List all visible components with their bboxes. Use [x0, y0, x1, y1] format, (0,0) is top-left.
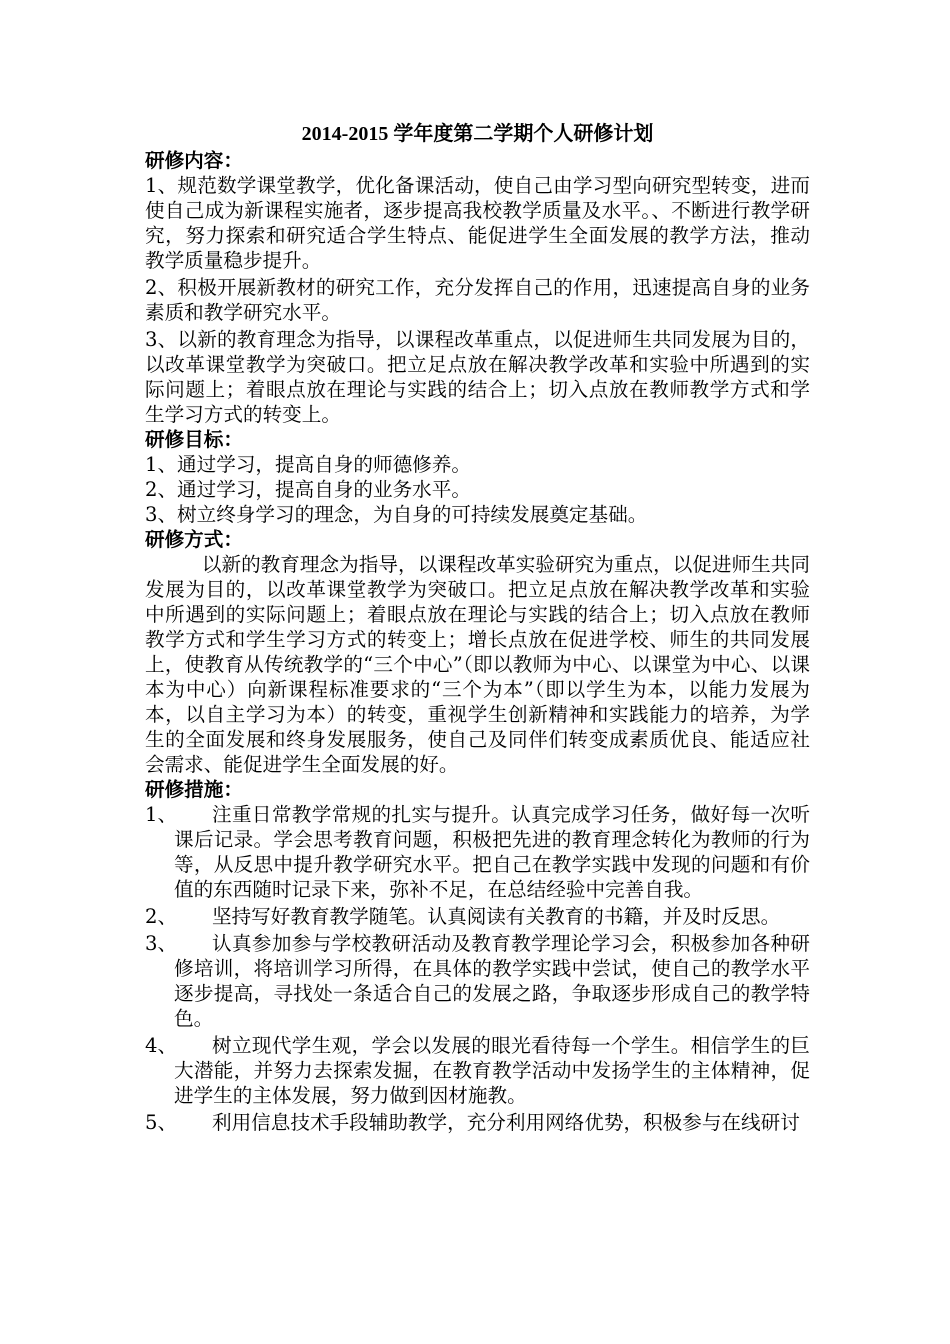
measure-text: 树立现代学生观，学会以发展的眼光看待每一个学生。相信学生的巨大潜能，并努力去探索发掘，在教育教学活动中发扬学生的主体精神，促进学生的主体发展，努力做到因材施教。: [174, 1034, 810, 1107]
measure-number: 1、: [145, 803, 178, 826]
goal-item-1: 1、通过学习，提高自身的师德修养。: [145, 453, 471, 476]
methods-paragraph: 以新的教育理念为指导，以课程改革实验研究为重点，以促进师生共同发展为目的，以改革课堂教学为突破口。把立足点放在解决教学改革和实验中所遇到的实际问题上；着眼点放在理论与实践的结合上；切入点放在教师教学方式和学生学习方式的转变上；增长点放在促进学校、师生的共同发展上，使教育从传统教学的“三个中心”（即以教师为中心、以课堂为中心、以课本为中心）向新课程标准要求的“三个为本”（即以学生为本，以能力发展为本，以自主学习为本）的转变，重视学生创新精神和实践能力的培养，为学生的全面发展和终身发展服务，使自己及同伴们转变成素质优良、能适应社会需求、能促进学生全面发展的好。: [145, 553, 810, 776]
section-heading-goals: 研修目标：: [145, 428, 243, 451]
measure-text: 认真参加参与学校教研活动及教育教学理论学习会，积极参加各种研修培训，将培训学习所得，在具体的教学实践中尝试，使自己的教学水平逐步提高，寻找处一条适合自己的发展之路，争取逐步形成自己的教学特色。: [174, 932, 810, 1030]
measure-text: 坚持写好教育教学随笔。认真阅读有关教育的书籍，并及时反思。: [212, 905, 781, 928]
content-item-2: 2、积极开展新教材的研究工作，充分发挥自己的作用，迅速提高自身的业务素质和教学研究水平。: [145, 276, 810, 324]
measure-item: [145, 931, 810, 1031]
content-item-3: 3、以新的教育理念为指导，以课程改革重点，以促进师生共同发展为目的，以改革课堂教学为突破口。把立足点放在解决教学改革和实验中所遇到的实际问题上；着眼点放在理论与实践的结合上；切入点放在教师教学方式和学生学习方式的转变上。: [145, 328, 810, 426]
section-heading-measures: 研修措施：: [145, 778, 243, 801]
measure-text: 利用信息技术手段辅助教学，充分利用网络优势，积极参与在线研讨: [212, 1111, 800, 1134]
measure-number: 5、: [145, 1111, 178, 1134]
measure-number: 2、: [145, 905, 178, 928]
measure-item: [145, 1110, 810, 1135]
section-heading-content: 研修内容：: [145, 149, 243, 172]
measure-item: [145, 1033, 810, 1108]
document-title: 2014-2015 学年度第二学期个人研修计划: [301, 123, 654, 145]
goal-item-3: 3、树立终身学习的理念，为自身的可持续发展奠定基础。: [145, 503, 648, 526]
measure-item: [145, 802, 810, 902]
content-item-1: 1、规范数学课堂教学，优化备课活动，使自己由学习型向研究型转变，进而使自己成为新课程实施者，逐步提高我校教学质量及水平。、不断进行教学研究，努力探索和研究适合学生特点、能促进学生全面发展的教学方法，推动教学质量稳步提升。: [145, 174, 810, 272]
measure-number: 3、: [145, 932, 178, 955]
measure-text: 注重日常教学常规的扎实与提升。认真完成学习任务，做好每一次听课后记录。学会思考教育问题，积极把先进的教育理念转化为教师的行为等，从反思中提升教学研究水平。把自己在教学实践中发现的问题和有价值的东西随时记录下来，弥补不足，在总结经验中完善自我。: [174, 803, 810, 901]
measures-list: [145, 802, 810, 1135]
document-page: [145, 122, 810, 1137]
goal-item-2: 2、通过学习，提高自身的业务水平。: [145, 478, 471, 501]
section-heading-methods: 研修方式：: [145, 528, 243, 551]
measure-item: [145, 904, 810, 929]
measure-number: 4、: [145, 1034, 178, 1057]
